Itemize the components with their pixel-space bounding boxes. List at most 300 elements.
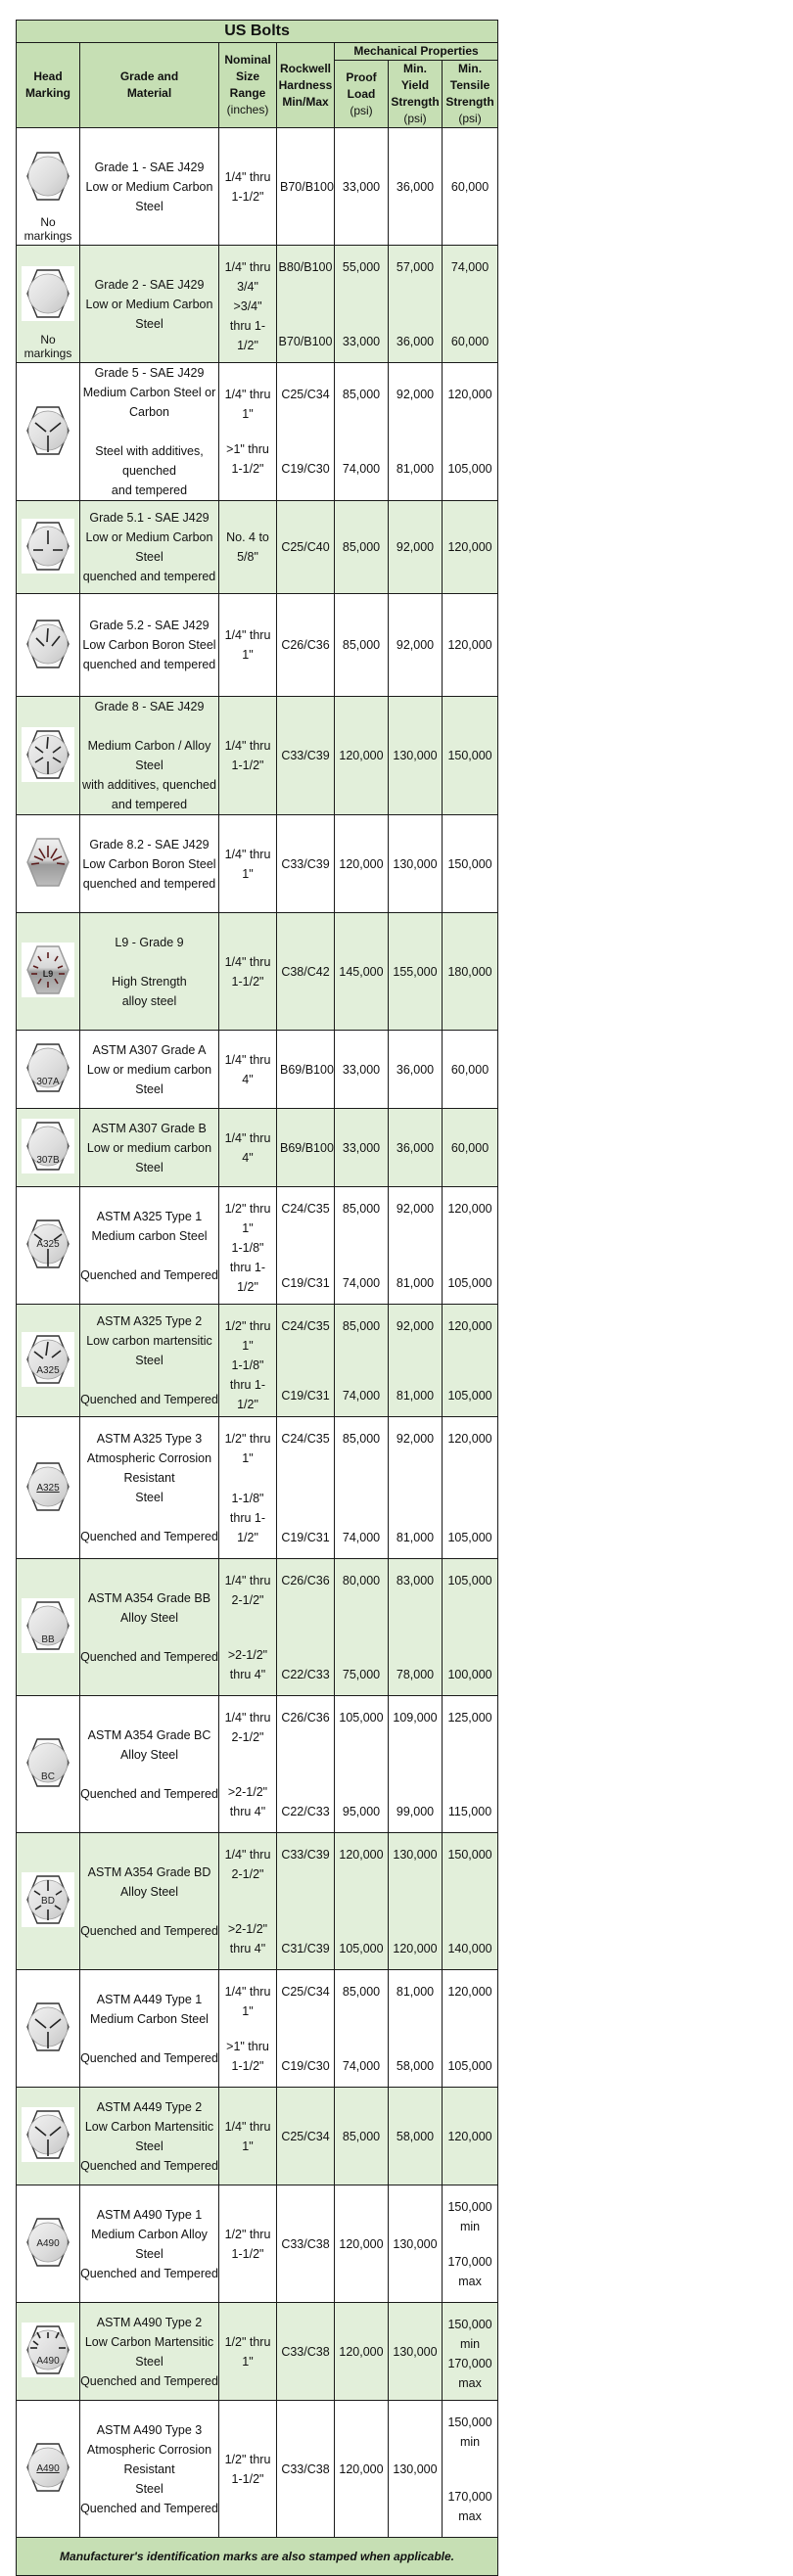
header-min-yield <box>389 61 443 128</box>
material-line <box>80 1370 218 1390</box>
text-marked-hex-icon <box>22 2215 74 2270</box>
min-tensile-value: 60,000 <box>450 1062 490 1077</box>
min-tensile-value: 150,000 <box>447 856 492 871</box>
table-row <box>17 697 498 815</box>
material-line: Alloy Steel <box>119 1610 179 1625</box>
hardness-cell <box>277 1109 335 1187</box>
min-yield-value: 99,000 <box>396 1804 435 1818</box>
three-offset-lines-hex-icon <box>22 617 74 671</box>
grade-name: ASTM A354 Grade BB <box>87 1590 211 1605</box>
proof-load-cell <box>335 594 389 697</box>
proof-load-value: 33,000 <box>342 1062 381 1077</box>
text-marked-hex-icon <box>22 1735 74 1790</box>
a325-offset-lines-hex-icon <box>22 1332 74 1387</box>
min-tensile-value: 180,000 <box>447 964 492 979</box>
header-line: Head <box>33 69 63 83</box>
proof-load-value: 74,000 <box>342 462 381 476</box>
min-tensile-cell <box>443 697 498 815</box>
min-yield-cell <box>389 1559 443 1696</box>
hardness-value: C25/C34 <box>281 1984 330 1999</box>
proof-load-value: 80,000 <box>342 1573 381 1587</box>
min-tensile-value: 170,000 max <box>447 2356 492 2390</box>
text-marked-hex-icon <box>22 1119 74 1173</box>
size-range-cell <box>219 2401 277 2538</box>
size-range-value: 1/4" thru 2-1/2" <box>224 1847 271 1881</box>
material-line: Quenched and Tempered <box>80 1923 218 1938</box>
material-line: Alloy Steel <box>119 1747 179 1762</box>
size-range-cell <box>219 2303 277 2401</box>
size-range-value: 1/2" thru 1" <box>224 1318 271 1353</box>
size-range-value: 1/4" thru 1-1/2" <box>224 169 271 204</box>
footer-note: Manufacturer's identification marks are also stamped when applicable. <box>17 2538 498 2576</box>
sunburst-lines-hex-icon <box>22 835 74 890</box>
min-yield-cell <box>389 363 443 501</box>
material-line: Atmospheric Corrosion Resistant <box>86 2442 212 2476</box>
material-line: Medium Carbon / Alloy Steel <box>87 739 211 772</box>
material-line <box>80 952 218 972</box>
material-line <box>80 1765 218 1784</box>
material-line: Quenched and Tempered <box>80 1393 218 1406</box>
svg-text:A490: A490 <box>36 2463 60 2474</box>
min-tensile-cell <box>443 913 498 1031</box>
header-line: Min/Max <box>282 94 329 109</box>
header-line: Size Range <box>229 69 266 100</box>
size-range-cell <box>219 1187 277 1305</box>
table-row <box>17 594 498 697</box>
material-line: Quenched and Tempered <box>80 2050 218 2065</box>
size-range-cell <box>219 697 277 815</box>
min-tensile-value: 105,000 <box>447 462 492 476</box>
grade-material-cell <box>80 501 219 594</box>
a325-three-lines-hex-icon <box>22 1217 74 1271</box>
size-range-cell <box>219 1031 277 1109</box>
hardness-cell <box>277 1305 335 1417</box>
head-marking-cell <box>17 2303 80 2401</box>
proof-load-value: 74,000 <box>342 1275 381 1290</box>
min-tensile-cell <box>443 1031 498 1109</box>
grade-name: Grade 2 - SAE J429 <box>94 277 205 292</box>
proof-load-cell <box>335 128 389 246</box>
proof-load-cell <box>335 2088 389 2185</box>
min-tensile-value: 150,000 <box>447 1847 492 1862</box>
min-yield-value: 130,000 <box>393 856 438 871</box>
svg-text:307B: 307B <box>36 1155 60 1166</box>
table-row <box>17 2401 498 2538</box>
svg-text:A490: A490 <box>36 2238 60 2249</box>
size-range-cell <box>219 594 277 697</box>
proof-load-value: 33,000 <box>342 334 381 348</box>
min-yield-cell <box>389 2303 443 2401</box>
hardness-cell <box>277 1417 335 1559</box>
grade-name: ASTM A490 Type 2 <box>96 2315 203 2329</box>
min-yield-value: 92,000 <box>396 1318 435 1333</box>
proof-load-value: 85,000 <box>342 1984 381 1999</box>
proof-load-cell <box>335 363 389 501</box>
no-markings-label: No markings <box>23 333 72 360</box>
head-marking-cell <box>17 128 80 246</box>
head-marking-cell <box>17 594 80 697</box>
head-marking-cell <box>17 1970 80 2088</box>
min-yield-cell <box>389 1187 443 1305</box>
proof-load-value: 85,000 <box>342 1318 381 1333</box>
material-line: Steel <box>135 1491 163 1504</box>
hardness-cell <box>277 128 335 246</box>
material-line <box>80 2029 218 2048</box>
material-line: Quenched and Tempered <box>80 2373 218 2388</box>
min-tensile-value: 120,000 <box>447 1984 492 1999</box>
material-line: Low Carbon Martensitic Steel <box>84 2119 214 2153</box>
grade-material-cell <box>80 2185 219 2303</box>
header-unit: (psi) <box>350 103 373 117</box>
min-tensile-value: 170,000 max <box>447 2254 492 2288</box>
header-line: Marking <box>24 86 70 100</box>
proof-load-cell <box>335 697 389 815</box>
min-tensile-cell <box>443 501 498 594</box>
grade-name: Grade 8.2 - SAE J429 <box>89 837 210 851</box>
grade-material-cell <box>80 913 219 1031</box>
size-range-value: 1/2" thru 1" <box>224 1431 271 1465</box>
hardness-cell <box>277 1031 335 1109</box>
hardness-value: B69/B100 <box>280 1062 334 1077</box>
min-yield-value: 92,000 <box>396 388 435 401</box>
material-line: High Strength <box>112 974 187 989</box>
hardness-cell <box>277 697 335 815</box>
min-yield-value: 92,000 <box>396 540 435 554</box>
size-range-value: 1/4" thru 1" <box>224 1984 271 2018</box>
min-yield-cell <box>389 1696 443 1833</box>
size-range-cell <box>219 913 277 1031</box>
min-yield-cell <box>389 246 443 363</box>
min-tensile-value: 105,000 <box>447 1275 492 1290</box>
grade-material-cell <box>80 1031 219 1109</box>
header-rockwell <box>277 43 335 128</box>
head-marking-cell <box>17 2088 80 2185</box>
min-yield-cell <box>389 501 443 594</box>
grade-name: ASTM A325 Type 3 <box>96 1432 203 1446</box>
hardness-value: C24/C35 <box>281 1431 330 1446</box>
size-range-value: 1/4" thru 1-1/2" <box>224 954 271 989</box>
proof-load-value: 120,000 <box>339 856 384 871</box>
proof-load-value: 74,000 <box>342 2058 381 2073</box>
table-row <box>17 1109 498 1187</box>
grade-material-cell <box>80 246 219 363</box>
grade-name: Grade 5.1 - SAE J429 <box>89 511 210 525</box>
table-row <box>17 1417 498 1559</box>
min-tensile-value: 120,000 <box>447 540 492 554</box>
us-bolts-table <box>16 20 498 2576</box>
min-tensile-cell <box>443 2401 498 2538</box>
size-range-value: 1/4" thru 2-1/2" <box>224 1573 271 1607</box>
min-tensile-value: 150,000 min <box>447 2317 492 2351</box>
table-row <box>17 501 498 594</box>
size-range-cell <box>219 128 277 246</box>
size-range-value: >1" thru 1-1/2" <box>226 2039 269 2073</box>
material-line: Quenched and Tempered <box>80 1786 218 1801</box>
min-yield-value: 81,000 <box>396 1388 435 1403</box>
proof-load-value: 120,000 <box>339 2344 384 2359</box>
size-range-cell <box>219 815 277 913</box>
hardness-cell <box>277 1559 335 1696</box>
three-radial-lines-hex-icon <box>22 2107 74 2162</box>
size-range-cell <box>219 1417 277 1559</box>
hardness-value: C33/C39 <box>281 856 330 871</box>
min-yield-value: 81,000 <box>396 462 435 476</box>
min-yield-cell <box>389 1031 443 1109</box>
min-yield-cell <box>389 1417 443 1559</box>
proof-load-cell <box>335 1559 389 1696</box>
min-yield-cell <box>389 815 443 913</box>
table-title: US Bolts <box>17 21 498 43</box>
text-marked-hex-icon <box>22 1598 74 1653</box>
min-tensile-cell <box>443 2185 498 2303</box>
table-row <box>17 1559 498 1696</box>
size-range-cell <box>219 1970 277 2088</box>
head-marking-cell <box>17 1305 80 1417</box>
header-line: Strength <box>391 95 440 109</box>
hardness-value: C22/C33 <box>281 1804 330 1818</box>
grade-name: ASTM A490 Type 3 <box>96 2422 203 2437</box>
min-yield-value: 81,000 <box>396 1530 435 1544</box>
min-tensile-value: 150,000 min <box>447 2199 492 2233</box>
header-line: Min. Yield <box>400 62 430 92</box>
min-tensile-cell <box>443 363 498 501</box>
material-line <box>80 716 218 736</box>
min-tensile-value: 60,000 <box>450 334 490 348</box>
head-marking-cell <box>17 1031 80 1109</box>
material-line: Quenched and Tempered <box>80 1649 218 1664</box>
size-range-value: 1/4" thru 3/4" <box>224 259 271 294</box>
table-row <box>17 1696 498 1833</box>
grade-name: ASTM A449 Type 2 <box>96 2099 203 2114</box>
min-yield-value: 92,000 <box>396 1431 435 1446</box>
material-line: Atmospheric Corrosion Resistant <box>86 1451 212 1485</box>
material-line: Quenched and Tempered <box>80 1267 218 1282</box>
proof-load-cell <box>335 1305 389 1417</box>
material-line <box>80 1628 218 1647</box>
size-range-value: 1/4" thru 1" <box>224 628 271 662</box>
material-line: quenched and tempered <box>82 876 216 891</box>
min-tensile-value: 120,000 <box>447 1431 492 1446</box>
size-range-value: 1/4" thru 4" <box>224 1130 271 1165</box>
head-marking-cell <box>17 1559 80 1696</box>
proof-load-value: 85,000 <box>342 1201 381 1216</box>
proof-load-cell <box>335 501 389 594</box>
header-min-tensile <box>443 61 498 128</box>
proof-load-value: 85,000 <box>342 638 381 652</box>
min-yield-value: 83,000 <box>396 1573 435 1587</box>
table-row <box>17 1305 498 1417</box>
size-range-value: 1/4" thru 1" <box>224 2119 271 2153</box>
grade-material-cell <box>80 2303 219 2401</box>
head-marking-cell <box>17 2185 80 2303</box>
proof-load-value: 145,000 <box>339 964 384 979</box>
min-tensile-cell <box>443 128 498 246</box>
hardness-cell <box>277 2185 335 2303</box>
proof-load-cell <box>335 1417 389 1559</box>
plain-hex-icon <box>22 149 74 204</box>
min-tensile-value: 150,000 min <box>447 2415 492 2449</box>
hardness-value: C31/C39 <box>281 1941 330 1955</box>
proof-load-cell <box>335 1696 389 1833</box>
hardness-value: C33/C38 <box>281 2461 330 2476</box>
size-range-cell <box>219 501 277 594</box>
size-range-cell <box>219 1696 277 1833</box>
hardness-value: B70/B100 <box>278 334 333 348</box>
grade-name: ASTM A449 Type 1 <box>96 1992 203 2006</box>
min-tensile-value: 170,000 max <box>447 2489 492 2523</box>
header-mechanical-properties: Mechanical Properties <box>335 43 498 61</box>
size-range-cell <box>219 1833 277 1970</box>
head-marking-cell <box>17 1696 80 1833</box>
grade-material-cell <box>80 697 219 815</box>
min-yield-value: 81,000 <box>396 1984 435 1999</box>
hardness-value: B70/B100 <box>280 179 334 194</box>
header-line: Strength <box>445 95 494 109</box>
material-line: Medium Carbon Steel <box>90 2011 209 2026</box>
hardness-cell <box>277 363 335 501</box>
grade-name: L9 - Grade 9 <box>115 935 184 949</box>
min-yield-cell <box>389 594 443 697</box>
hardness-value: C25/C34 <box>281 388 330 401</box>
table-row <box>17 363 498 501</box>
table-row <box>17 2088 498 2185</box>
hardness-cell <box>277 2401 335 2538</box>
head-marking-cell <box>17 815 80 913</box>
min-yield-value: 155,000 <box>393 964 438 979</box>
header-line: Min. Tensile <box>449 62 490 92</box>
size-range-value: 1/2" thru 1-1/2" <box>224 2227 271 2261</box>
size-range-value: >2-1/2" thru 4" <box>227 1921 268 1955</box>
min-tensile-cell <box>443 1187 498 1305</box>
min-tensile-cell <box>443 1305 498 1417</box>
header-line: Proof <box>346 69 377 84</box>
grade-name: Grade 5 - SAE J429 <box>94 366 205 380</box>
material-line: Quenched and Tempered <box>80 2266 218 2280</box>
svg-text:BD: BD <box>41 1896 55 1907</box>
proof-load-cell <box>335 2303 389 2401</box>
proof-load-cell <box>335 1031 389 1109</box>
min-tensile-cell <box>443 1417 498 1559</box>
material-line <box>80 1246 218 1265</box>
min-yield-value: 36,000 <box>396 1062 435 1077</box>
hardness-value: C33/C38 <box>281 2344 330 2359</box>
head-marking-cell <box>17 1187 80 1305</box>
header-line: Material <box>126 86 172 100</box>
min-tensile-cell <box>443 815 498 913</box>
hardness-cell <box>277 2088 335 2185</box>
material-line: Low or Medium Carbon Steel <box>85 179 213 213</box>
plain-hex-icon <box>22 266 74 321</box>
head-marking-cell <box>17 1109 80 1187</box>
grade-name: ASTM A307 Grade B <box>92 1121 207 1135</box>
no-markings-label: No markings <box>23 215 72 243</box>
table-row <box>17 1031 498 1109</box>
hardness-cell <box>277 1833 335 1970</box>
hardness-value: C33/C38 <box>281 2236 330 2251</box>
svg-text:A325: A325 <box>36 1482 60 1494</box>
min-yield-cell <box>389 2401 443 2538</box>
a490-six-lines-hex-icon <box>22 2323 74 2377</box>
min-tensile-cell <box>443 1696 498 1833</box>
header-line: Rockwell <box>279 61 332 75</box>
min-yield-value: 58,000 <box>396 2129 435 2143</box>
min-tensile-value: 105,000 <box>447 1530 492 1544</box>
material-line: with additives, quenched <box>82 778 216 792</box>
min-yield-value: 130,000 <box>393 2461 438 2476</box>
min-yield-cell <box>389 2088 443 2185</box>
head-marking-cell <box>17 1417 80 1559</box>
hardness-cell <box>277 1970 335 2088</box>
header-proof-load <box>335 61 389 128</box>
hardness-value: C24/C35 <box>281 1201 330 1216</box>
size-range-value: 1/4" thru 2-1/2" <box>224 1710 271 1744</box>
size-range-value: 1/4" thru 4" <box>224 1052 271 1086</box>
grade-material-cell <box>80 1970 219 2088</box>
hardness-value: C26/C36 <box>281 1710 330 1725</box>
grade-name: ASTM A354 Grade BC <box>87 1727 211 1742</box>
min-yield-value: 120,000 <box>393 1941 438 1955</box>
min-yield-value: 36,000 <box>396 334 435 348</box>
material-line: quenched and tempered <box>82 658 216 671</box>
head-marking-cell <box>17 2401 80 2538</box>
size-range-cell <box>219 246 277 363</box>
svg-text:L9: L9 <box>42 969 54 979</box>
material-line <box>80 1902 218 1921</box>
proof-load-cell <box>335 815 389 913</box>
proof-load-cell <box>335 2401 389 2538</box>
header-head-marking <box>17 43 80 128</box>
min-yield-value: 58,000 <box>396 2058 435 2073</box>
material-line: Low Carbon Boron Steel <box>82 638 216 652</box>
min-yield-value: 36,000 <box>396 1140 435 1155</box>
table-row <box>17 1187 498 1305</box>
hardness-value: C19/C30 <box>281 462 330 476</box>
material-line: Low or medium carbon Steel <box>86 1062 212 1096</box>
three-radial-lines-hex-icon <box>22 403 74 458</box>
grade-material-cell <box>80 128 219 246</box>
proof-load-value: 74,000 <box>342 1388 381 1403</box>
grade-name: Grade 8 - SAE J429 <box>94 700 205 713</box>
hardness-value: C22/C33 <box>281 1667 330 1681</box>
hardness-cell <box>277 246 335 363</box>
svg-text:A325: A325 <box>36 1239 60 1250</box>
min-tensile-value: 140,000 <box>447 1941 492 1955</box>
material-line: Low or medium carbon Steel <box>86 1140 212 1174</box>
proof-load-cell <box>335 2185 389 2303</box>
hardness-cell <box>277 815 335 913</box>
hardness-value: C19/C31 <box>281 1388 330 1403</box>
header-unit: (psi) <box>403 112 427 125</box>
grade-name: Grade 1 - SAE J429 <box>94 160 205 174</box>
size-range-cell <box>219 1305 277 1417</box>
svg-text:A325: A325 <box>36 1364 60 1376</box>
svg-text:BC: BC <box>41 1771 55 1782</box>
size-range-value: 1-1/8" thru 1-1/2" <box>229 1357 266 1411</box>
min-tensile-value: 60,000 <box>450 1140 490 1155</box>
min-tensile-value: 105,000 <box>447 1573 492 1587</box>
proof-load-value: 74,000 <box>342 1530 381 1544</box>
min-tensile-cell <box>443 1109 498 1187</box>
material-line: quenched and tempered <box>82 570 216 583</box>
proof-load-value: 105,000 <box>339 1710 384 1725</box>
material-line: Quenched and Tempered <box>80 2158 218 2173</box>
proof-load-cell <box>335 1970 389 2088</box>
table-row <box>17 1970 498 2088</box>
min-yield-value: 130,000 <box>393 2344 438 2359</box>
material-line: Low or Medium Carbon Steel <box>85 530 213 564</box>
min-tensile-value: 120,000 <box>447 1318 492 1333</box>
hardness-value: C24/C35 <box>281 1318 330 1333</box>
